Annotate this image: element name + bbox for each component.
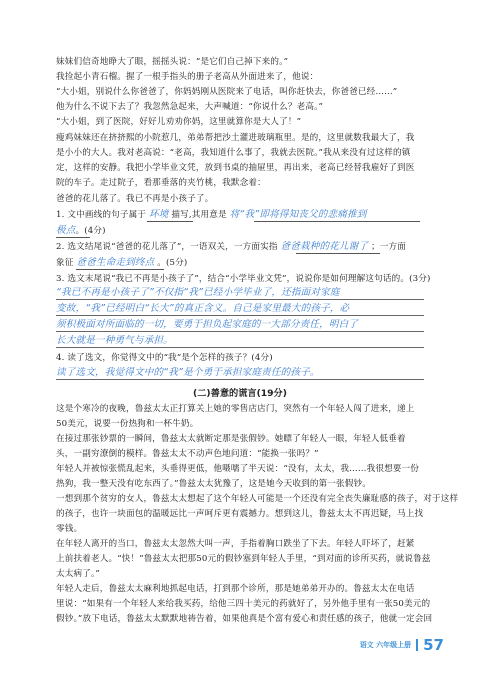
question-2-stem: 2. 选文结尾说“爸爸的花儿落了”，一语双关，一方面实指 <box>56 242 278 252</box>
passage-line: 他为什么不说下去了？我忽然急起来，大声喊道：“你说什么？老高。” <box>56 102 324 112</box>
passage-line: 年轻人走后，鲁兹太太麻利地抓起电话，打到那个诊所，那是她弟弟开办的。鲁兹太太在电话 <box>56 584 415 594</box>
question-1-answer-2: 将“我”即将得知丧父的悲痛推到 <box>229 209 367 220</box>
question-4-answer-line: 读了选文，我觉得文中的“我”是个勇于承担家庭责任的孩子。 <box>56 367 320 378</box>
question-2 <box>56 241 418 254</box>
passage-line: 在接过那张钞票的一瞬间，鲁兹太太就断定那是张假钞。她瞟了年轻人一眼，年轻人低垂着 <box>56 434 406 444</box>
question-1 <box>56 209 418 222</box>
passage-line: 头，一副穷潦倒的模样。鲁兹太太不动声色地问道：“能换一张吗？” <box>56 449 319 459</box>
passage-line: 假钞。”放下电话，鲁兹太太默默地祷告着，如果他真是个富有爱心和责任感的孩子，他就一定会回 <box>56 614 433 624</box>
question-1-stem-mid: 描写,其用意是 <box>171 210 227 220</box>
passage-paragraph: 瘦鸡妹妹还在挤挤熙的小院惹几，弟弟帮把沙土灌进玻璃瓶里。是的，这里就数我最大了，我是小小的大人。我对老高说：“老高，我知道什么事了，我就去医院。”我从来没有过这样的镇定，这样的安静。我把小学毕业文凭，放到书桌的抽屉里，再出来，老高已经替我雇好了到医院的车子。走过院子，看那垂落的夹竹桃，我默念着： <box>56 133 415 188</box>
answer-rule <box>56 299 424 300</box>
question-1-stem: 1. 文中画线的句子属于 <box>56 210 147 220</box>
passage-line: 零钱。 <box>56 524 83 534</box>
question-2-answer-1: 爸爸栽种的花儿谢了 <box>280 241 369 252</box>
question-2-stem-mid: ；一方面 <box>371 242 407 252</box>
question-3-answer-line: 长大就是一种勇气与承担。 <box>56 335 173 346</box>
question-3-answer-line: “我已不再是小孩子了”不仅指“我”已经小学毕业了，还指面对家庭 <box>56 287 340 298</box>
passage-line: 的孩子，也许一块面包的温暖远比一声呵斥更有震撼力。想到这儿，鲁兹太太不再迟疑，马上找 <box>56 509 424 519</box>
question-3-answer-line: 须积极面对所面临的一切，要勇于担负起家庭的一大部分责任，明白了 <box>56 319 359 330</box>
passage-line: 50美元，说要一份热狗和一杯牛奶。 <box>56 419 199 429</box>
question-3-stem: 3. 选文末尾说“我已不再是小孩子了”，结合“小学毕业文凭”，说说你是如何理解这句话的。(3分) <box>56 274 431 284</box>
passage-line: 热狗，我一整天没有吃东西了。”鲁兹太太犹豫了，这是她今天收到的第一张假钞。 <box>56 479 372 489</box>
page-footer <box>360 636 444 654</box>
answer-rule <box>56 379 424 380</box>
question-2-stem-mid2: 象征 <box>56 258 74 268</box>
answer-underline <box>296 253 380 254</box>
passage-line: 妹妹们信奇地睁大了眼，摇摇头说：“是它们自己掉下来的。” <box>56 57 289 67</box>
question-4-stem: 4. 读了选文，你觉得文中的“我”是个怎样的孩子？(4分) <box>56 353 273 363</box>
footer-label: 语文 六年级上册 <box>359 641 412 649</box>
question-1-answer-1: 环境 <box>148 209 169 220</box>
passage-line: 我捡起小青石榴。握了一根手指头的册子老高从外面进来了，他说： <box>56 72 319 82</box>
answer-underline <box>147 221 193 222</box>
question-1-cont <box>56 225 418 238</box>
footer-divider <box>416 639 418 651</box>
question-2-score: 。(5分) <box>157 258 188 268</box>
page-number: 57 <box>423 636 444 654</box>
passage-line: 里说：“如果有一个年轻人来给我买药，给他三四十美元的药就好了，另外他手里有一张50美元的 <box>56 599 431 609</box>
passage-line: 在年轻人离开的当口，鲁兹太太忽然大叫一声，手指着胸口跌坐了下去。年轻人吓坏了，赶紧 <box>56 539 415 549</box>
question-1-answer-2-cont: 极点 <box>56 225 76 236</box>
question-2-cont <box>56 257 418 270</box>
passage-line: “大小姐，到了医院，好好儿劝劝你妈，这里就算你是大人了！” <box>56 117 302 127</box>
passage-line: “大小姐，别说什么你爸爸了，你妈妈刚从医院来了电话，叫你赶快去，你爸爸已经……” <box>56 87 398 97</box>
passage-line: 一想到那个贫穷的女人，鲁兹太太想起了这个年轻人可能是一个还没有完全丧失廉耻感的孩子，对于这样 <box>56 494 459 504</box>
passage-line: 太太病了。” <box>56 569 100 579</box>
answer-rule <box>56 347 424 348</box>
answer-rule <box>56 331 424 332</box>
answer-underline <box>56 237 90 238</box>
passage-line: 爸爸的花儿落了。我已不再是小孩子了。 <box>56 194 214 204</box>
answer-underline <box>254 221 420 222</box>
section-title: (二)善意的谎言(19分) <box>193 388 287 399</box>
passage-line: 这是个寒冷的夜晚，鲁兹太太正打算关上她的零售店店门，突然有一个年轻人闯了进来，递上 <box>56 404 415 414</box>
question-3-answer-line: 变故，“我”已经明白“长大”的真正含义。自己是家里最大的孩子，必 <box>56 303 350 314</box>
passage-line: 年轻人并被惊张慌乱起来，头垂得更低，他嗫嚅了半天说：“没有，太太，我……我很想要一份 <box>56 464 420 474</box>
answer-rule <box>56 315 424 316</box>
answer-underline <box>76 269 164 270</box>
question-2-answer-2: 爸爸生命走到终点 <box>76 257 155 268</box>
passage-line: 上前扶着老人。“快！”鲁兹太太把那50元的假钞塞到年轻人手里，“到对面的诊所买药，就说鲁兹 <box>56 554 431 564</box>
question-1-score: 。(4分) <box>75 226 106 236</box>
